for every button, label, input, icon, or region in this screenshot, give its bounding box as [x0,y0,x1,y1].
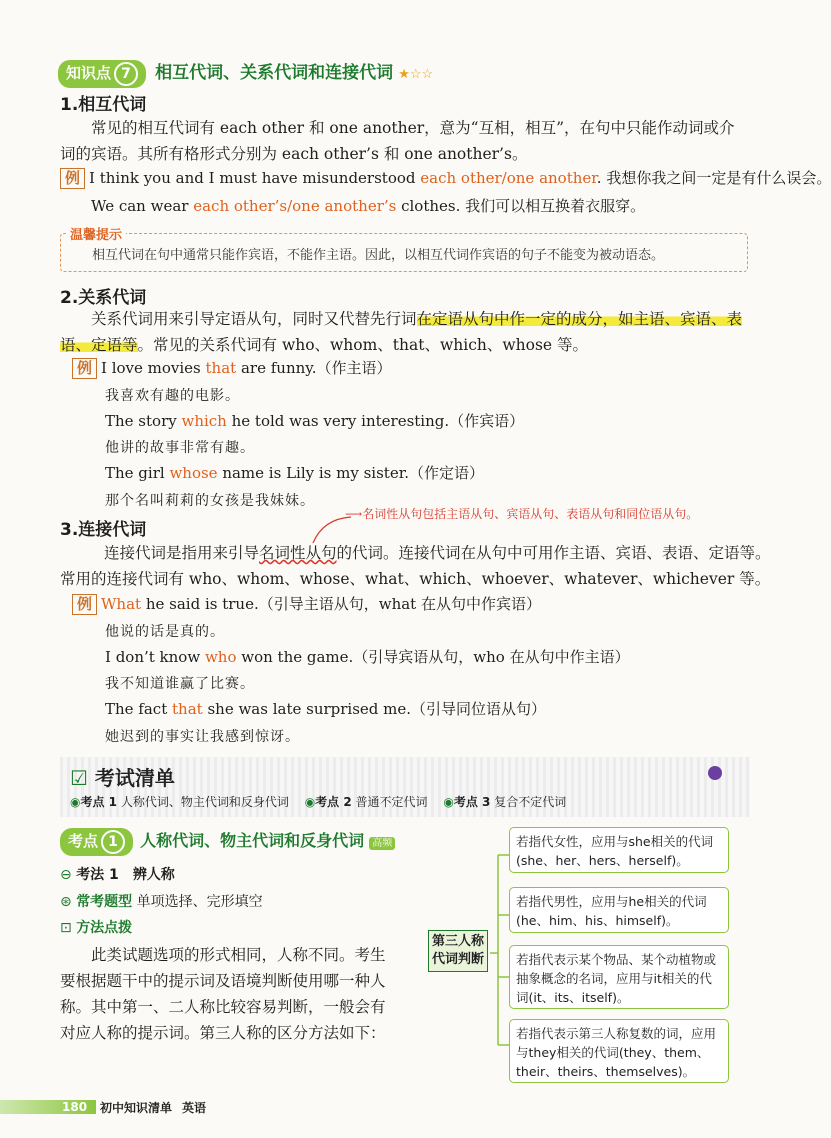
exam-point-title: 人称代词、物主代词和反身代词 [140,831,365,850]
section-3-paragraph: 连接代词是指用来引导名词性从句的代词。连接代词在从句中可用作主语、宾语、表语、定语等。 常用的连接代词有 who、whom、whose、what、which、whoever、whatever、whichever 等。 [60,544,771,588]
tip-label: 温馨提示 [66,224,126,243]
example-line: The fact that she was late surprised me.（引导同位语从句） [105,700,547,718]
exam-item: ◉考点 2 普通不定代词 [304,795,428,809]
tip-text: 相互代词在句中通常只能作宾语，不能作主语。因此，以相互代词作宾语的句子不能变为被动语态。 [92,248,665,263]
exam-point-badge: 考点 1 [60,828,133,856]
method-row: ⊖ 考法 1 辨人称 [60,867,175,883]
difficulty-stars-icon: ★☆☆ [398,67,434,82]
section-1-paragraph: 常见的相互代词有 each other 和 one another，意为“互相，相互”，在句中只能作动词或介词的宾语。其所有格形式分别为 each other’s 和 one another’s。 [60,119,735,163]
highlighted-text: 在定语从句中作一定的成分，如主语、宾语、表 [416,310,743,328]
question-type-row: ⊛ 常考题型 单项选择、完形填空 [60,894,263,910]
example-translation: 那个名叫莉莉的女孩是我妹妹。 [105,493,315,509]
example-line: 例 What he said is true.（引导主语从句，what 在从句中作宾语） [72,592,541,616]
method-icon: ⊖ [60,867,72,883]
knowledge-point-number: 7 [114,62,138,86]
example-mark: 例 [72,594,97,615]
knowledge-point-title: 相互代词、关系代词和连接代词 [155,63,394,83]
example-translation: 他讲的故事非常有趣。 [105,440,255,456]
highlight-term: which [181,412,227,430]
example-translation: 她迟到的事实让我感到惊讶。 [105,729,300,745]
example-line: I don’t know who won the game.（引导宾语从句，who 在从句中作主语） [105,648,630,666]
highlight-term: each other’s/one another’s [193,197,397,215]
highlight-term: who [204,648,237,666]
exam-point-header [60,828,395,856]
example-translation: 我不知道谁赢了比赛。 [105,676,255,692]
section-3-heading: 3.连接代词 [60,520,147,540]
highlighted-text: 语、定语等 [60,336,138,354]
section-2-heading: 2.关系代词 [60,288,147,308]
example-line: 例 I love movies that are funny.（作主语） [72,356,392,380]
footer-title: 初中知识清单 英语 [100,1101,207,1115]
example-line: 例 I think you and I must have misunderstood each other/one another. 我想你我之间一定是有什么误会。 [60,166,831,190]
page-number: 180 [62,1100,88,1114]
highlight-term: that [172,700,203,718]
method-tips-row: ⊡ 方法点拨 [60,920,133,936]
example-line: We can wear each other’s/one another’s clothes. 我们可以相互换着衣服穿。 [91,197,646,215]
highlight-term: What [101,595,142,613]
frequency-tag: 高频 [369,837,395,850]
section-2-paragraph: 关系代词用来引导定语从句，同时又代替先行词在定语从句中作一定的成分，如主语、宾语、表 语、定语等。常见的关系代词有 who、whom、that、which、whose 等。 [60,310,743,354]
exam-list-items [70,793,566,810]
exam-point-number: 1 [101,830,125,854]
diagram-node: 若指代表示第三人称复数的词，应用与they相关的代词(they、them、their、theirs、themselves)。 [509,1019,729,1083]
exam-item: ◉考点 1 人称代词、物主代词和反身代词 [70,795,289,809]
question-type-icon: ⊛ [60,894,72,910]
knowledge-point-header [58,58,433,88]
diagram-node: 若指代女性，应用与she相关的代词(she、her、hers、herself)。 [509,827,729,873]
example-mark: 例 [60,168,85,189]
diagram-root: 第三人称代词判断 [428,930,488,972]
example-line: The girl whose name is Lily is my sister.（作定语） [105,464,484,482]
exam-item: ◉考点 3 复合不定代词 [443,795,567,809]
decoration-dot-icon [708,766,722,780]
diagram-node: 若指代表示某个物品、某个动植物或抽象概念的名词，应用与it相关的代词(it、its、itself)。 [509,945,729,1009]
section-1-heading: 1.相互代词 [60,95,147,115]
exam-list-title-row: ☑ 考试清单 [70,766,175,790]
underlined-term: 名词性从句 [259,544,337,562]
arrow-icon: ⟶ [345,507,363,521]
highlight-term: that [205,359,237,377]
example-mark: 例 [72,358,97,379]
tips-icon: ⊡ [60,920,72,936]
checkbox-icon: ☑ [70,766,88,790]
highlight-term: each other/one another [420,169,597,187]
knowledge-point-badge: 知识点 7 [58,60,146,88]
highlight-term: whose [169,464,218,482]
example-translation: 他说的话是真的。 [105,624,225,640]
example-line: The story which he told was very interesting.（作宾语） [105,412,525,430]
example-translation: 我喜欢有趣的电影。 [105,388,240,404]
diagram-node: 若指代男性，应用与he相关的代词(he、him、his、himself)。 [509,887,729,933]
margin-note: ⟶名词性从句包括主语从句、宾语从句、表语从句和同位语从句。 [345,507,699,521]
exam-point-paragraph: 此类试题选项的形式相同，人称不同。考生要根据题干中的提示词及语境判断使用哪一种人称。其中第一、二人称比较容易判断，一般会有对应人称的提示词。第三人称的区分方法如下： [60,946,386,1042]
